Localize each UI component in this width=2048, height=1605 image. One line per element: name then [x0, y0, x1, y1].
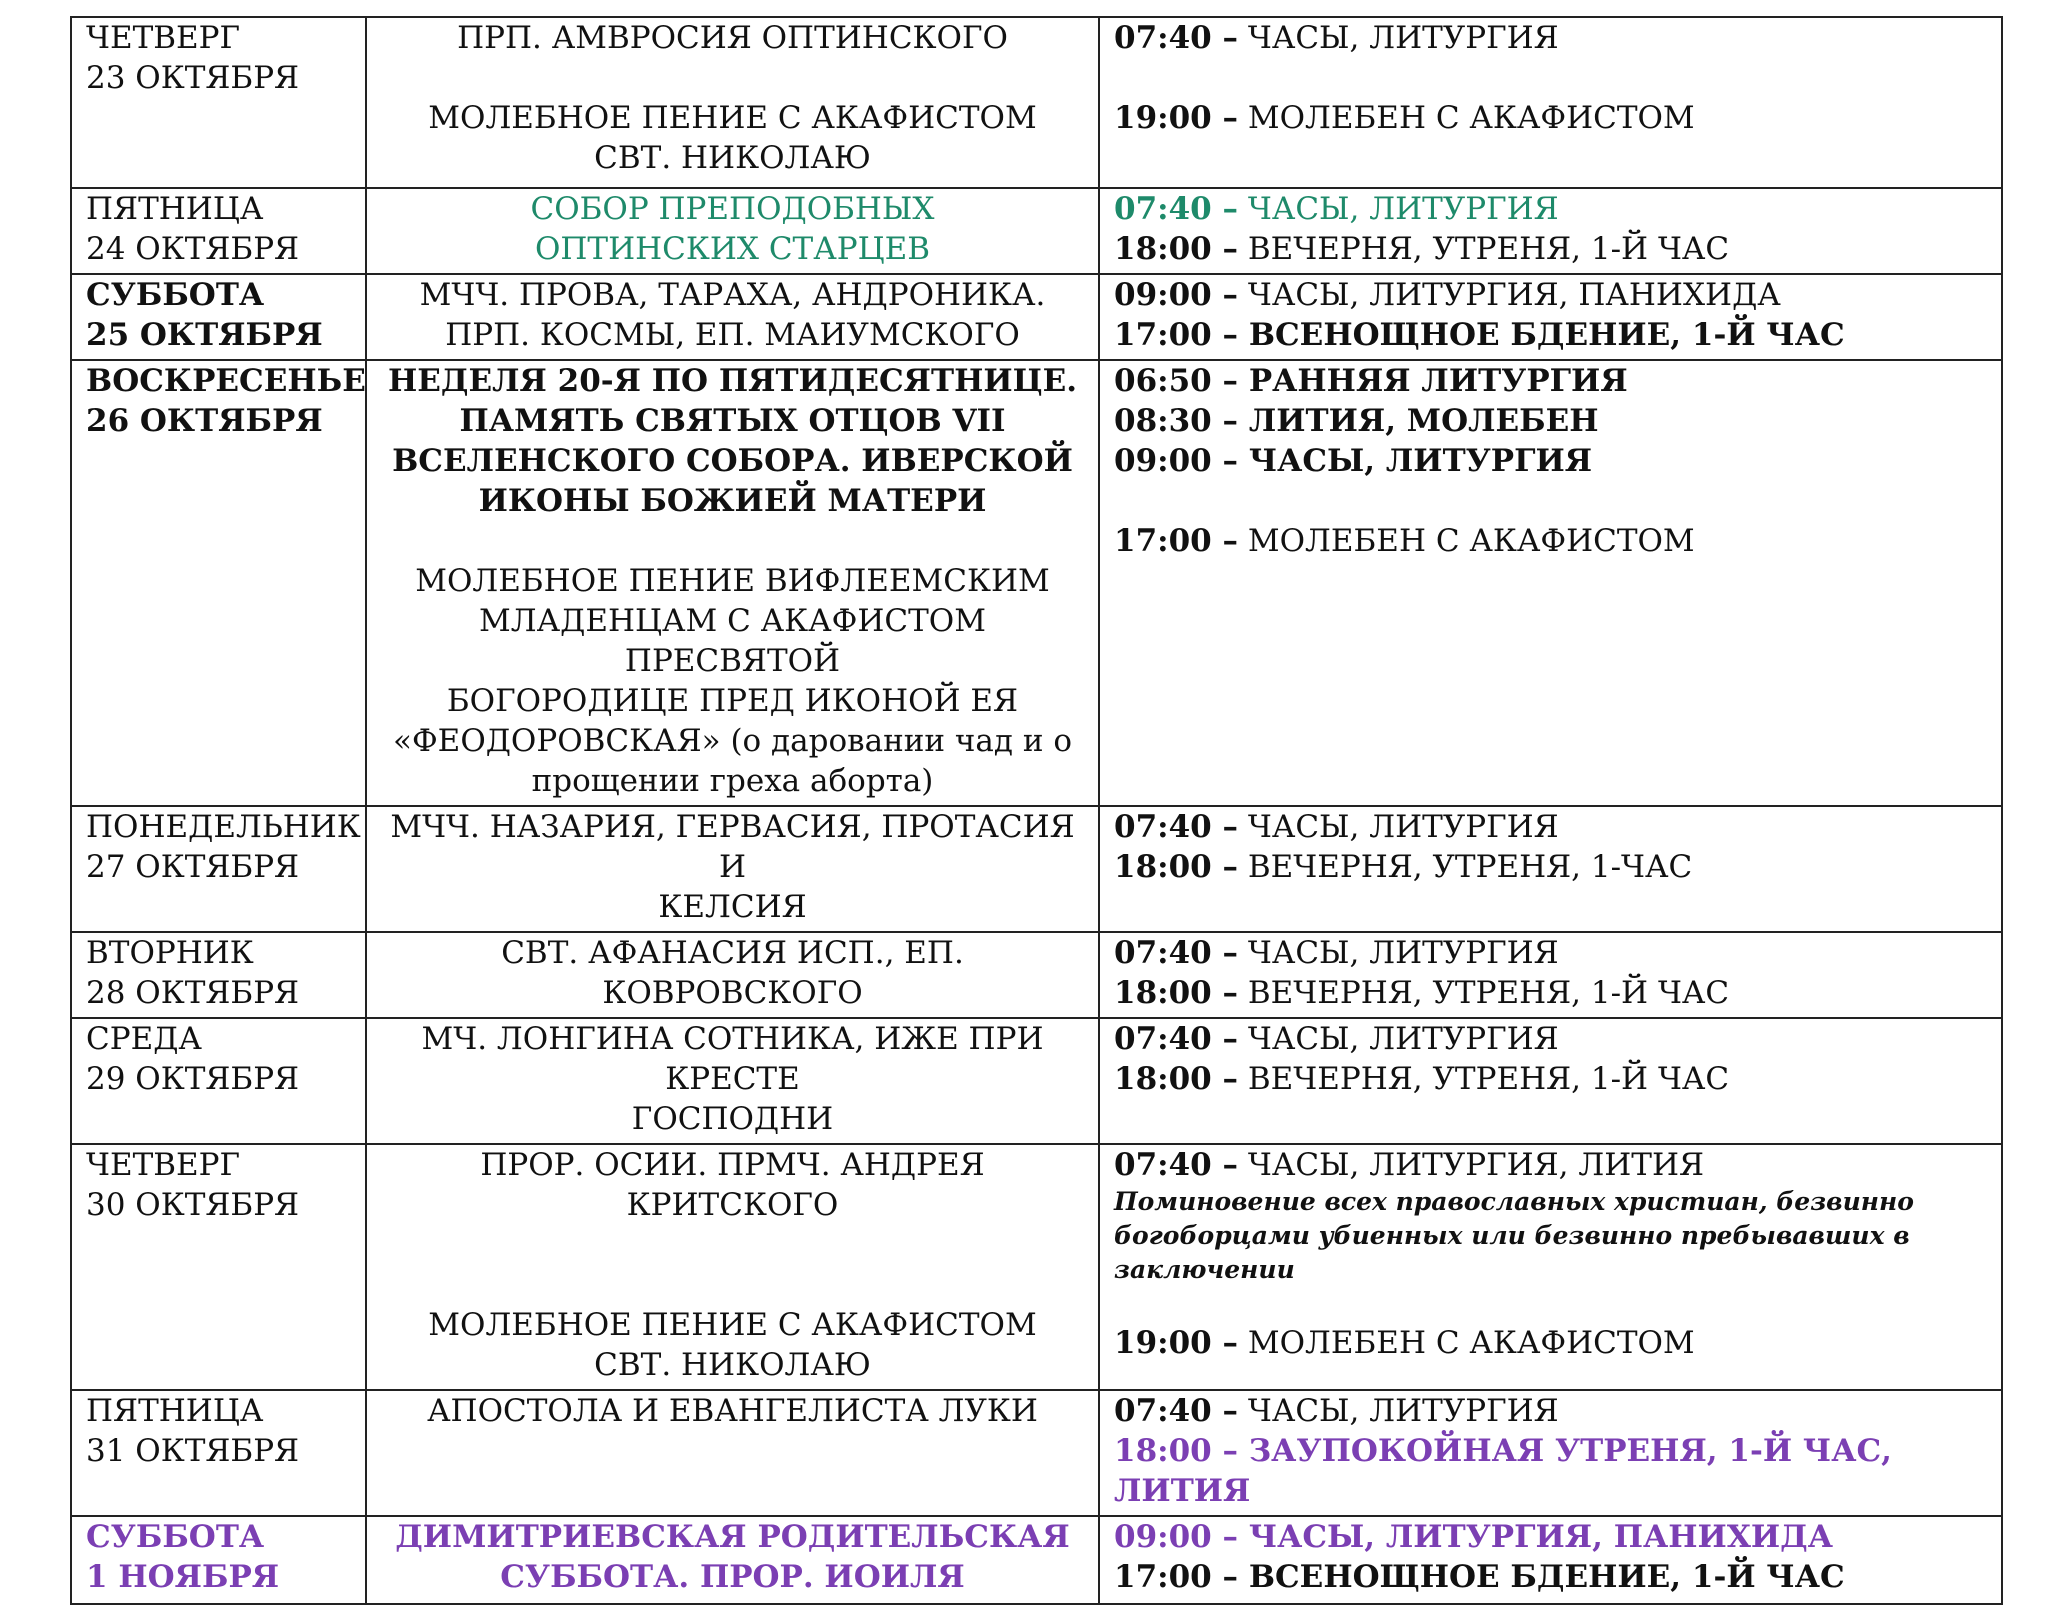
service-time: 19:00 –: [1114, 1325, 1239, 1361]
table-row: [71, 932, 2002, 1018]
services-cell: [1099, 1144, 2002, 1390]
service-line: [1114, 1431, 2001, 1511]
weekday: СРЕДА: [86, 1021, 202, 1057]
date: 28 ОКТЯБРЯ: [86, 975, 300, 1011]
feast-extra-line: СВТ. НИКОЛАЮ: [594, 140, 871, 176]
service-text: ЛИТИЯ, МОЛЕБЕН: [1248, 403, 1599, 439]
services-cell: [1099, 188, 2002, 274]
feast-line: КЕЛСИЯ: [658, 889, 807, 925]
service-time: 06:50 –: [1114, 363, 1239, 399]
service-time: 17:00 –: [1114, 317, 1239, 353]
feast-cell: [366, 932, 1099, 1018]
feast-line: СУББОТА. ПРОР. ИОИЛЯ: [500, 1559, 965, 1595]
service-text: ВЕЧЕРНЯ, УТРЕНЯ, 1-Й ЧАС: [1247, 231, 1730, 267]
service-line: [1114, 1323, 2001, 1363]
feast-extra-line: СВТ. НИКОЛАЮ: [594, 1347, 871, 1383]
day-cell: [71, 1018, 366, 1144]
feast-line: АПОСТОЛА И ЕВАНГЕЛИСТА ЛУКИ: [427, 1393, 1038, 1429]
service-line: [1114, 315, 2001, 355]
weekday: ВТОРНИК: [86, 935, 254, 971]
feast-line: ВСЕЛЕНСКОГО СОБОРА. ИВЕРСКОЙ: [392, 443, 1073, 479]
service-line: [1114, 521, 2001, 561]
feast-line: МЧ. ЛОНГИНА СОТНИКА, ИЖЕ ПРИ КРЕСТЕ: [421, 1021, 1044, 1097]
day-cell: [71, 1144, 366, 1390]
service-time: 07:40 –: [1114, 1147, 1239, 1183]
table-row: [71, 1516, 2002, 1604]
service-text: ЧАСЫ, ЛИТУРГИЯ, ПАНИХИДА: [1248, 1519, 1833, 1555]
feast-line: ГОСПОДНИ: [631, 1101, 834, 1137]
date: 1 НОЯБРЯ: [86, 1559, 280, 1595]
service-time: 07:40 –: [1114, 809, 1239, 845]
table-row: [71, 360, 2002, 806]
services-cell: [1099, 932, 2002, 1018]
feast-line: ИКОНЫ БОЖИЕЙ МАТЕРИ: [478, 483, 987, 519]
service-line: [1114, 229, 2001, 269]
service-line: [1114, 1059, 2001, 1099]
service-text: ЧАСЫ, ЛИТУРГИЯ: [1247, 809, 1559, 845]
feast-line: ПАМЯТЬ СВЯТЫХ ОТЦОВ VII: [459, 403, 1006, 439]
service-time: 09:00 –: [1114, 277, 1239, 313]
service-text: ВЕЧЕРНЯ, УТРЕНЯ, 1-ЧАС: [1247, 849, 1693, 885]
feast-cell: [366, 360, 1099, 806]
day-cell: [71, 1390, 366, 1516]
service-line: [1114, 933, 2001, 973]
service-line: [1114, 847, 2001, 887]
service-line: [1114, 1019, 2001, 1059]
commemoration-note: богоборцами убиенных или безвинно пребывавших в: [1114, 1221, 1910, 1250]
service-time: 07:40 –: [1114, 935, 1239, 971]
feast-cell: [366, 1390, 1099, 1516]
service-time: 18:00 –: [1114, 849, 1239, 885]
commemoration-note: Поминовение всех православных христиан, безвинно: [1114, 1187, 1914, 1216]
feast-line: ПРОР. ОСИИ. ПРМЧ. АНДРЕЯ КРИТСКОГО: [480, 1147, 985, 1223]
service-line: [1114, 1557, 2001, 1597]
service-line: [1114, 1517, 2001, 1557]
schedule-table: [70, 16, 2003, 1605]
date: 27 ОКТЯБРЯ: [86, 849, 300, 885]
services-cell: [1099, 360, 2002, 806]
weekday: ЧЕТВЕРГ: [86, 1147, 241, 1183]
feast-extra-line: МОЛЕБНОЕ ПЕНИЕ С АКАФИСТОМ: [428, 1307, 1037, 1343]
service-text: МОЛЕБЕН С АКАФИСТОМ: [1247, 100, 1695, 136]
feast-cell: [366, 806, 1099, 932]
feast-line: СВТ. АФАНАСИЯ ИСП., ЕП. КОВРОВСКОГО: [501, 935, 964, 1011]
service-text: ЧАСЫ, ЛИТУРГИЯ: [1247, 191, 1559, 227]
service-line: [1114, 275, 2001, 315]
service-time: 07:40 –: [1114, 191, 1239, 227]
service-time: 17:00 –: [1114, 1559, 1239, 1595]
feast-cell: [366, 274, 1099, 360]
day-cell: [71, 1516, 366, 1604]
service-text: ВЕЧЕРНЯ, УТРЕНЯ, 1-Й ЧАС: [1247, 975, 1730, 1011]
feast-line: ОПТИНСКИХ СТАРЦЕВ: [534, 231, 931, 267]
weekday: ПЯТНИЦА: [86, 1393, 264, 1429]
commemoration-note: заключении: [1114, 1255, 1295, 1284]
service-time: 07:40 –: [1114, 1021, 1239, 1057]
service-text: ЧАСЫ, ЛИТУРГИЯ: [1247, 935, 1559, 971]
service-text: ЧАСЫ, ЛИТУРГИЯ: [1247, 20, 1559, 56]
date: 31 ОКТЯБРЯ: [86, 1433, 300, 1469]
day-cell: [71, 17, 366, 188]
service-line: [1114, 189, 2001, 229]
table-row: [71, 17, 2002, 188]
day-cell: [71, 806, 366, 932]
feast-line: ПРП. КОСМЫ, ЕП. МАИУМСКОГО: [445, 317, 1020, 353]
service-text: ВЕЧЕРНЯ, УТРЕНЯ, 1-Й ЧАС: [1247, 1061, 1730, 1097]
feast-line: ПРП. АМВРОСИЯ ОПТИНСКОГО: [457, 20, 1008, 56]
service-time: 08:30 –: [1114, 403, 1239, 439]
services-cell: [1099, 1516, 2002, 1604]
services-cell: [1099, 1018, 2002, 1144]
service-line: [1114, 361, 2001, 401]
weekday: ПОНЕДЕЛЬНИК: [86, 809, 361, 845]
feast-line: ДИМИТРИЕВСКАЯ РОДИТЕЛЬСКАЯ: [395, 1519, 1070, 1555]
service-line: [1114, 18, 2001, 58]
feast-cell: [366, 1516, 1099, 1604]
service-time: 18:00 –: [1114, 231, 1239, 267]
date: 29 ОКТЯБРЯ: [86, 1061, 300, 1097]
services-cell: [1099, 1390, 2002, 1516]
day-cell: [71, 188, 366, 274]
weekday: ПЯТНИЦА: [86, 191, 264, 227]
feast-extra-line: БОГОРОДИЦЕ ПРЕД ИКОНОЙ ЕЯ: [446, 683, 1019, 719]
service-text: МОЛЕБЕН С АКАФИСТОМ: [1247, 1325, 1695, 1361]
services-cell: [1099, 17, 2002, 188]
service-text: РАННЯЯ ЛИТУРГИЯ: [1248, 363, 1628, 399]
service-time: 09:00 –: [1114, 1519, 1239, 1555]
feast-line: МЧЧ. ПРОВА, ТАРАХА, АНДРОНИКА.: [419, 277, 1046, 313]
service-time: 18:00 –: [1114, 1433, 1239, 1469]
day-cell: [71, 360, 366, 806]
feast-cell: [366, 1144, 1099, 1390]
service-line: [1114, 1145, 2001, 1185]
date: 24 ОКТЯБРЯ: [86, 231, 300, 267]
services-cell: [1099, 274, 2002, 360]
table-row: [71, 1144, 2002, 1390]
service-line: [1114, 807, 2001, 847]
service-text: ВСЕНОЩНОЕ БДЕНИЕ, 1-Й ЧАС: [1248, 1559, 1845, 1595]
weekday: СУББОТА: [86, 277, 265, 313]
service-line: [1114, 401, 2001, 441]
feast-cell: [366, 17, 1099, 188]
feast-cell: [366, 1018, 1099, 1144]
weekday: СУББОТА: [86, 1519, 265, 1555]
table-row: [71, 1018, 2002, 1144]
service-line: [1114, 1391, 2001, 1431]
table-row: [71, 806, 2002, 932]
feast-cell: [366, 188, 1099, 274]
feast-extra-line: МОЛЕБНОЕ ПЕНИЕ ВИФЛЕЕМСКИМ: [415, 563, 1050, 599]
service-text: ВСЕНОЩНОЕ БДЕНИЕ, 1-Й ЧАС: [1248, 317, 1845, 353]
table-row: [71, 1390, 2002, 1516]
service-text: ЧАСЫ, ЛИТУРГИЯ: [1247, 1393, 1559, 1429]
service-text: ЗАУПОКОЙНАЯ УТРЕНЯ, 1-Й ЧАС, ЛИТИЯ: [1114, 1433, 1892, 1509]
feast-extra-line: МЛАДЕНЦАМ С АКАФИСТОМ ПРЕСВЯТОЙ: [479, 603, 986, 679]
feast-line: МЧЧ. НАЗАРИЯ, ГЕРВАСИЯ, ПРОТАСИЯ И: [390, 809, 1075, 885]
service-text: МОЛЕБЕН С АКАФИСТОМ: [1247, 523, 1695, 559]
feast-extra-line: «ФЕОДОРОВСКАЯ» (о даровании чад и о: [392, 723, 1073, 759]
service-line: [1114, 441, 2001, 481]
service-time: 19:00 –: [1114, 100, 1239, 136]
feast-line: НЕДЕЛЯ 20-Я ПО ПЯТИДЕСЯТНИЦЕ.: [387, 363, 1078, 399]
table-row: [71, 274, 2002, 360]
date: 30 ОКТЯБРЯ: [86, 1187, 300, 1223]
service-time: 17:00 –: [1114, 523, 1239, 559]
service-text: ЧАСЫ, ЛИТУРГИЯ: [1248, 443, 1593, 479]
service-text: ЧАСЫ, ЛИТУРГИЯ, ПАНИХИДА: [1247, 277, 1781, 313]
feast-line: СОБОР ПРЕПОДОБНЫХ: [530, 191, 935, 227]
service-time: 18:00 –: [1114, 975, 1239, 1011]
feast-extra-line: прощении греха аборта): [531, 763, 934, 799]
date: 26 ОКТЯБРЯ: [86, 403, 323, 439]
service-text: ЧАСЫ, ЛИТУРГИЯ: [1247, 1021, 1559, 1057]
weekday: ВОСКРЕСЕНЬЕ: [86, 363, 366, 399]
service-time: 09:00 –: [1114, 443, 1239, 479]
table-row: [71, 188, 2002, 274]
service-time: 18:00 –: [1114, 1061, 1239, 1097]
day-cell: [71, 274, 366, 360]
feast-extra-line: МОЛЕБНОЕ ПЕНИЕ С АКАФИСТОМ: [428, 100, 1037, 136]
weekday: ЧЕТВЕРГ: [86, 20, 241, 56]
service-time: 07:40 –: [1114, 20, 1239, 56]
date: 23 ОКТЯБРЯ: [86, 60, 300, 96]
service-text: ЧАСЫ, ЛИТУРГИЯ, ЛИТИЯ: [1247, 1147, 1705, 1183]
service-line: [1114, 973, 2001, 1013]
service-line: [1114, 98, 2001, 138]
service-time: 07:40 –: [1114, 1393, 1239, 1429]
day-cell: [71, 932, 366, 1018]
date: 25 ОКТЯБРЯ: [86, 317, 323, 353]
services-cell: [1099, 806, 2002, 932]
